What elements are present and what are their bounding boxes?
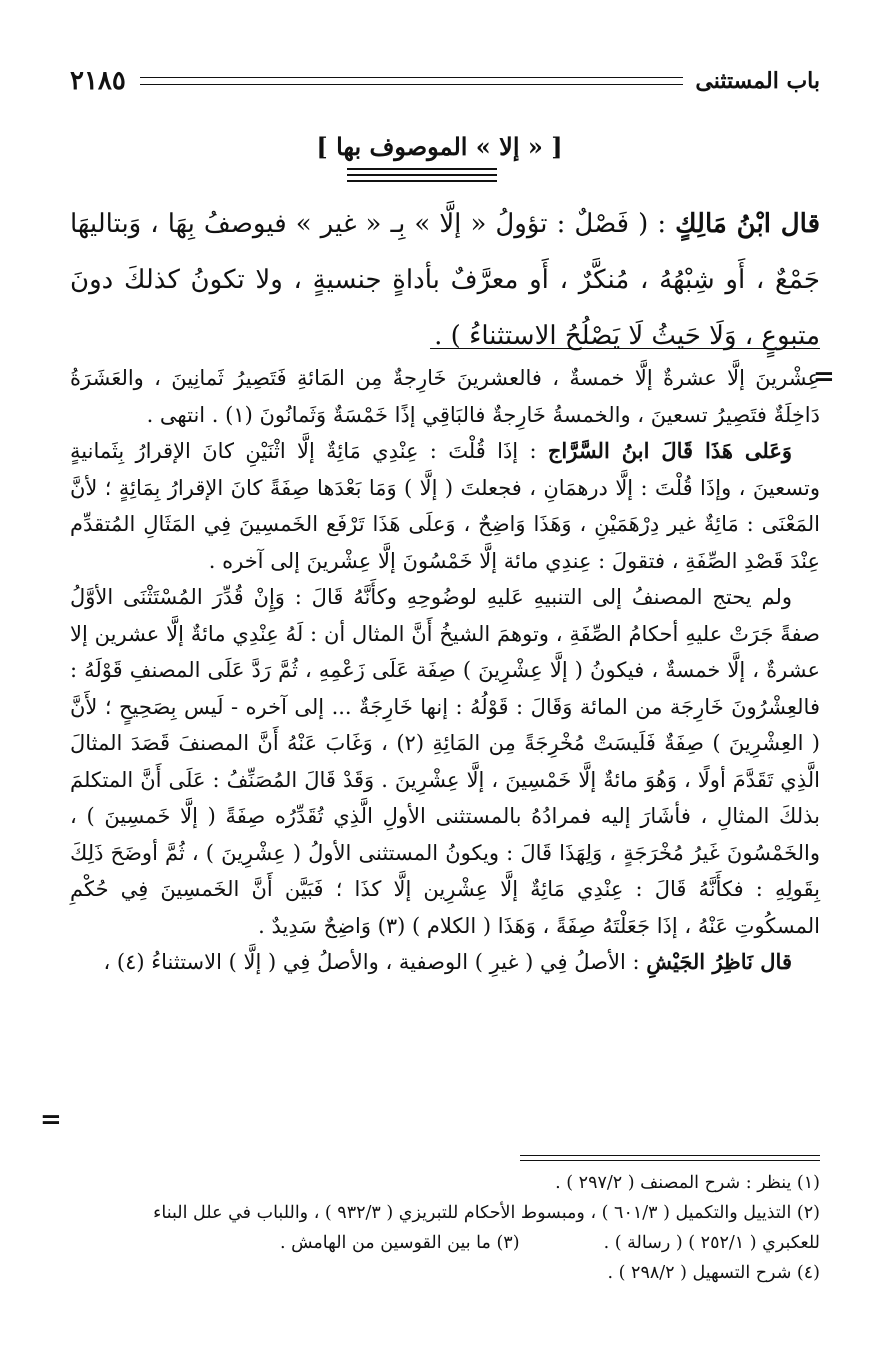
header-rule [140,77,684,85]
main-speaker: قال ابْنُ مَالِكٍ [675,209,821,239]
main-separator [430,348,820,349]
page-number: ٢١٨٥ [70,66,126,96]
title-underline [347,168,497,186]
footnote-2: (٢) التذييل والتكميل ( ٦٠١/٣ ) ، ومبسوط الأحكام للتبريزي ( ٩٣٢/٣ ) ، واللباب في علل البناء [153,1203,820,1223]
commentary-paragraph [70,360,820,433]
footnote-4: (٤) شرح التسهيل ( ٢٩٨/٢ ) . [607,1263,820,1283]
commentary-paragraph [70,579,820,944]
paragraph-text: عِشْرينَ إلَّا عشرةٌ إلَّا خمسةٌ ، فالعشرينَ خَارِجةٌ مِن المَائةِ فَتَصِيرُ ثَمانِينَ ، والعَشَرَةُ دَاخِلَةٌ فتَصِيرُ تسعينَ ، والخمسةُ خَارِجةٌ فالبَاقِي إذًا خَمْسَةٌ وَثَمانُونَ (١) . انتهى . [70,366,820,427]
commentary-paragraph [70,433,820,579]
main-text [70,196,820,364]
continuation-mark-top: = [813,362,835,392]
page-header [70,56,820,106]
main-body: : ( فَصْلٌ : تؤولُ « إلَّا » بِـ « غير » فيوصفُ بِهَا ، وَبتاليهَا جَمْعٌ ، أَو شِبْهُهُ ، مُنكَّرٌ ، أَو معرَّفٌ بأداةٍ جنسيةٍ ، ولا تكونُ كذلكَ دونَ متبوعٍ ، وَلَا حَيثُ لَا يَصْلُحُ الاستثناءُ ) . [70,209,820,351]
commentary-paragraph [70,944,820,981]
footnote-3: (٣) ما بين القوسين من الهامش . [280,1233,520,1253]
commentary [70,360,820,981]
paragraph-lead: وَعَلى هَذَا قَالَ ابنُ السَّرَّاج [547,438,792,463]
footnotes [70,1168,820,1288]
continuation-mark-bottom: = [40,1105,62,1135]
footnote-separator [520,1155,820,1165]
paragraph-lead: قال نَاظِرُ الجَيْشِ [646,949,792,974]
footnote-1: (١) ينظر : شرح المصنف ( ٢٩٧/٢ ) . [555,1173,820,1193]
chapter-title: باب المستثنى [695,68,820,94]
paragraph-text: ولم يحتج المصنفُ إلى التنبيهِ عَليهِ لوضُوحِهِ وكأَنَّهُ قَالَ : وَإِنْ قُدِّرَ المُسْتَثْنَى الأوَّلُ صفةً جَرَتْ عليهِ أحكامُ الصِّفَةِ ، وتوهمَ الشيخُ أَنَّ المثال أن : لَهُ عِنْدِي مائةٌ إلَّا عشرين إلا عشرةٌ ، إلَّا خمسةٌ ، فيكونُ ( إلَّا عِشْرِينَ ) صِفَة عَلَى زَعْمِهِ ، ثُمَّ رَدَّ عَلَى المصنفِ قَوْلَهُ : فالعِشْرُونَ خَارِجَة من المائة وَقَالَ : قَوْلُهُ : إنها خَارِجَةٌ ... إلى آخره - لَيس بِصَحِيحٍ ؛ لأَنَّ ( العِشْرِينَ ) صِفَةٌ فَلَيسَتْ مُخْرِجَةً مِن المَائِةِ (٢) ، وَغَابَ عَنْهُ أَنَّ المصنفَ قَصَدَ المثالَ الَّذِي تَقَدَّمَ أولًا ، وَهُوَ مائةٌ إلَّا خَمْسِينَ ، إلَّا عِشْرِينَ . وَقَدْ قَالَ المُصَنِّفُ : عَلَى أَنَّ المتكلمَ بذلكَ المثالِ ، فأشَارَ إليه فمرادُهُ بالمستثنى الأولِ الَّذِي تُقَدِّرُه صِفَةً ( إلَّا خَمسِينَ ) ، والخَمْسُونَ غَيرُ مُخْرَجَةٍ ، وَلِهَذَا قَالَ : ويكونُ المستثنى الأولُ ( عِشْرِينَ ) ، ثُمَّ أوضَحَ ذَلِكَ بِقَولِهِ : فكأَنَّهُ قَالَ : عِنْدِي مَائِةٌ إلَّا عِشْرِين إلَّا كذَا ؛ فَبَيَّن أَنَّ الخَمسِينَ فِي حُكْمِ المسكُوتِ عَنْهُ ، إذَا جَعَلْتَهُ صِفَةً ، وَهَذَا ( الكلام ) (٣) وَاضِحٌ سَدِيدٌ . [70,585,820,938]
paragraph-text: : الأصلُ فِي ( غيرِ ) الوصفية ، والأصلُ فِي ( إلَّا ) الاستثناءُ (٤) ، [103,950,640,974]
footnote-line [70,1228,820,1258]
footnote-2-continued: للعكبري ( ٢٥٢/١ ) ( رسالة ) . [603,1233,820,1253]
paragraph-text: : إذَا قُلْتَ : عِنْدِي مَائِةٌ إلَّا اثْنَيْنِ كانَ الإقرارُ بِثَمانيةٍ وتسعينَ ، وإذَا قُلْتَ : إلَّا درهمَانِ ، فجعلتَ ( إلَّا ) وَمَا بَعْدَها صِفَةً كانَ الإقرارُ بِمَائِةٍ ؛ لأنَّ المَعْنَى : مَائِةٌ غير دِرْهَمَيْنِ ، وَهَذَا وَاضِحٌ ، وَعلَى هَذَا تَرْفَع الخَمسِينَ فِي المَثَالِ المُتقدِّم عِنْدَ قَصْدِ الصِّفَةِ ، فتقولَ : عِندِي مائة إلَّا خَمْسُونَ إلَّا عِشْرينَ إلى آخره . [70,439,820,573]
section-title: [ « إلا » الموصوف بها ] [316,132,563,161]
